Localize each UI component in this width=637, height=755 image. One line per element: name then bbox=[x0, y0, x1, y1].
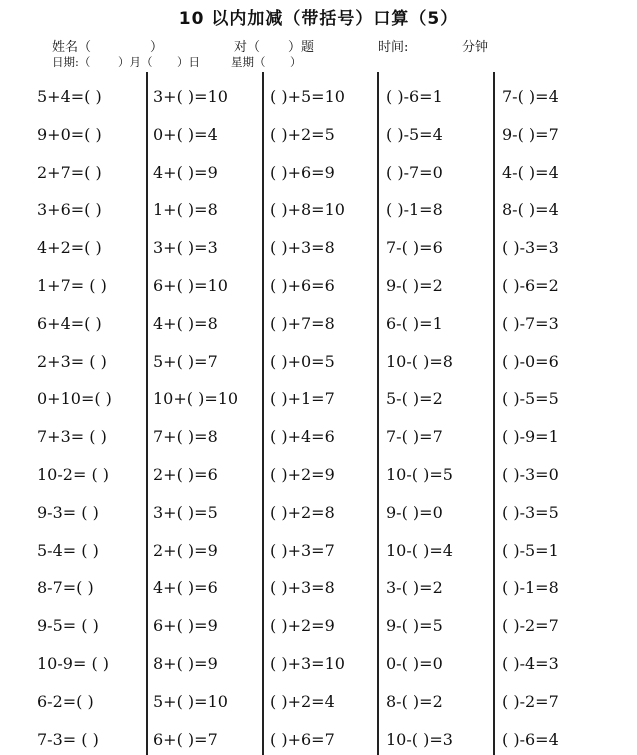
problem-cell[interactable]: 6+( )=7 bbox=[153, 730, 218, 749]
problem-cell[interactable]: ( )-1=8 bbox=[386, 200, 443, 219]
problem-cell[interactable]: 5-( )=2 bbox=[386, 389, 443, 408]
problem-cell[interactable]: ( )+4=6 bbox=[270, 427, 335, 446]
problem-cell[interactable]: 6-2=( ) bbox=[37, 692, 94, 711]
problem-cell[interactable]: 3+( )=10 bbox=[153, 87, 228, 106]
problem-cell[interactable]: 1+7= ( ) bbox=[37, 276, 107, 295]
problem-cell[interactable]: ( )+8=10 bbox=[270, 200, 345, 219]
column-divider bbox=[262, 72, 264, 755]
problem-cell[interactable]: 7-( )=6 bbox=[386, 238, 443, 257]
problem-cell[interactable]: 5+4=( ) bbox=[37, 87, 102, 106]
problem-cell[interactable]: ( )+2=9 bbox=[270, 465, 335, 484]
problem-cell[interactable]: ( )-4=3 bbox=[502, 654, 559, 673]
problem-cell[interactable]: 10-9= ( ) bbox=[37, 654, 110, 673]
problem-cell[interactable]: 10-( )=4 bbox=[386, 541, 453, 560]
problem-cell[interactable]: 8-( )=4 bbox=[502, 200, 559, 219]
problem-cell[interactable]: ( )-3=5 bbox=[502, 503, 559, 522]
problem-cell[interactable]: ( )+2=9 bbox=[270, 616, 335, 635]
problem-cell[interactable]: ( )+6=6 bbox=[270, 276, 335, 295]
problem-cell[interactable]: ( )+2=4 bbox=[270, 692, 335, 711]
problem-cell[interactable]: 8+( )=9 bbox=[153, 654, 218, 673]
problem-cell[interactable]: ( )+0=5 bbox=[270, 352, 335, 371]
problem-cell[interactable]: ( )-3=3 bbox=[502, 238, 559, 257]
problem-cell[interactable]: ( )+7=8 bbox=[270, 314, 335, 333]
problem-cell[interactable]: ( )+3=10 bbox=[270, 654, 345, 673]
name-field-close[interactable]: ） bbox=[150, 40, 164, 55]
problem-cell[interactable]: 6+4=( ) bbox=[37, 314, 102, 333]
problem-cell[interactable]: 4+2=( ) bbox=[37, 238, 102, 257]
problem-cell[interactable]: 5-4= ( ) bbox=[37, 541, 99, 560]
problem-cell[interactable]: 9+0=( ) bbox=[37, 125, 102, 144]
day-label[interactable]: ）日 bbox=[177, 55, 200, 69]
problem-cell[interactable]: 4+( )=8 bbox=[153, 314, 218, 333]
correct-count-unit[interactable]: ）题 bbox=[288, 40, 315, 55]
problem-cell[interactable]: ( )-5=1 bbox=[502, 541, 559, 560]
problem-cell[interactable]: 10-( )=8 bbox=[386, 352, 453, 371]
problem-cell[interactable]: 10+( )=10 bbox=[153, 389, 239, 408]
problem-cell[interactable]: 10-2= ( ) bbox=[37, 465, 110, 484]
problem-cell[interactable]: ( )-6=1 bbox=[386, 87, 443, 106]
problem-cell[interactable]: 2+( )=6 bbox=[153, 465, 218, 484]
problem-cell[interactable]: 3+6=( ) bbox=[37, 200, 102, 219]
problem-cell[interactable]: ( )-7=3 bbox=[502, 314, 559, 333]
problem-cell[interactable]: 0+10=( ) bbox=[37, 389, 112, 408]
problem-cell[interactable]: 0-( )=0 bbox=[386, 654, 443, 673]
problem-cell[interactable]: 1+( )=8 bbox=[153, 200, 218, 219]
problem-cell[interactable]: 2+3= ( ) bbox=[37, 352, 107, 371]
problem-cell[interactable]: 3+( )=5 bbox=[153, 503, 218, 522]
problem-cell[interactable]: 2+( )=9 bbox=[153, 541, 218, 560]
problem-cell[interactable]: 9-( )=2 bbox=[386, 276, 443, 295]
problem-cell[interactable]: 3-( )=2 bbox=[386, 578, 443, 597]
problem-cell[interactable]: ( )+6=7 bbox=[270, 730, 335, 749]
problem-cell[interactable]: 4+( )=6 bbox=[153, 578, 218, 597]
problem-cell[interactable]: 9-( )=0 bbox=[386, 503, 443, 522]
problem-cell[interactable]: ( )-6=2 bbox=[502, 276, 559, 295]
problem-cell[interactable]: 6+( )=9 bbox=[153, 616, 218, 635]
column-divider bbox=[377, 72, 379, 755]
problem-cell[interactable]: 2+7=( ) bbox=[37, 163, 102, 182]
problem-cell[interactable]: 7+( )=8 bbox=[153, 427, 218, 446]
problem-cell[interactable]: ( )+3=8 bbox=[270, 578, 335, 597]
date-label: 日期:（ bbox=[52, 55, 91, 69]
problem-cell[interactable]: ( )-0=6 bbox=[502, 352, 559, 371]
problem-cell[interactable]: ( )+3=8 bbox=[270, 238, 335, 257]
problem-cell[interactable]: 7-( )=4 bbox=[502, 87, 559, 106]
problem-cell[interactable]: 10-( )=3 bbox=[386, 730, 453, 749]
problem-cell[interactable]: ( )+3=7 bbox=[270, 541, 335, 560]
problem-cell[interactable]: 7-3= ( ) bbox=[37, 730, 99, 749]
problem-cell[interactable]: ( )+1=7 bbox=[270, 389, 335, 408]
problem-cell[interactable]: ( )+5=10 bbox=[270, 87, 345, 106]
problem-cell[interactable]: ( )+6=9 bbox=[270, 163, 335, 182]
problem-cell[interactable]: 6+( )=10 bbox=[153, 276, 228, 295]
problem-cell[interactable]: ( )-2=7 bbox=[502, 616, 559, 635]
problem-cell[interactable]: 4-( )=4 bbox=[502, 163, 559, 182]
problem-cell[interactable]: ( )+2=8 bbox=[270, 503, 335, 522]
problem-cell[interactable]: 6-( )=1 bbox=[386, 314, 443, 333]
problem-cell[interactable]: ( )-3=0 bbox=[502, 465, 559, 484]
month-label[interactable]: ）月（ bbox=[118, 55, 153, 69]
problem-cell[interactable]: ( )-7=0 bbox=[386, 163, 443, 182]
column-divider bbox=[493, 72, 495, 755]
problem-cell[interactable]: ( )-2=7 bbox=[502, 692, 559, 711]
problem-cell[interactable]: 4+( )=9 bbox=[153, 163, 218, 182]
weekday-label: 星期（ bbox=[231, 55, 266, 69]
problem-cell[interactable]: 9-3= ( ) bbox=[37, 503, 99, 522]
problem-cell[interactable]: 8-( )=2 bbox=[386, 692, 443, 711]
problem-cell[interactable]: 5+( )=7 bbox=[153, 352, 218, 371]
problem-cell[interactable]: ( )-5=5 bbox=[502, 389, 559, 408]
problem-cell[interactable]: 8-7=( ) bbox=[37, 578, 94, 597]
problem-cell[interactable]: 10-( )=5 bbox=[386, 465, 453, 484]
problem-cell[interactable]: 9-( )=5 bbox=[386, 616, 443, 635]
problem-cell[interactable]: 9-5= ( ) bbox=[37, 616, 99, 635]
weekday-field-close[interactable]: ） bbox=[290, 55, 302, 69]
time-label: 时间: bbox=[378, 40, 409, 55]
worksheet-title: 10 以内加减（带括号）口算（5） bbox=[178, 9, 459, 29]
problem-cell[interactable]: ( )-5=4 bbox=[386, 125, 443, 144]
problem-cell[interactable]: ( )+2=5 bbox=[270, 125, 335, 144]
minutes-label: 分钟 bbox=[462, 40, 489, 55]
problem-cell[interactable]: 9-( )=7 bbox=[502, 125, 559, 144]
problem-cell[interactable]: 7-( )=7 bbox=[386, 427, 443, 446]
problem-cell[interactable]: ( )-9=1 bbox=[502, 427, 559, 446]
correct-label: 对（ bbox=[234, 40, 261, 55]
problem-cell[interactable]: ( )-1=8 bbox=[502, 578, 559, 597]
column-divider bbox=[146, 72, 148, 755]
problem-cell[interactable]: 0+( )=4 bbox=[153, 125, 218, 144]
problem-cell[interactable]: 7+3= ( ) bbox=[37, 427, 107, 446]
problem-cell[interactable]: 5+( )=10 bbox=[153, 692, 228, 711]
problem-cell[interactable]: 3+( )=3 bbox=[153, 238, 218, 257]
name-label: 姓名（ bbox=[52, 40, 92, 55]
problem-cell[interactable]: ( )-6=4 bbox=[502, 730, 559, 749]
